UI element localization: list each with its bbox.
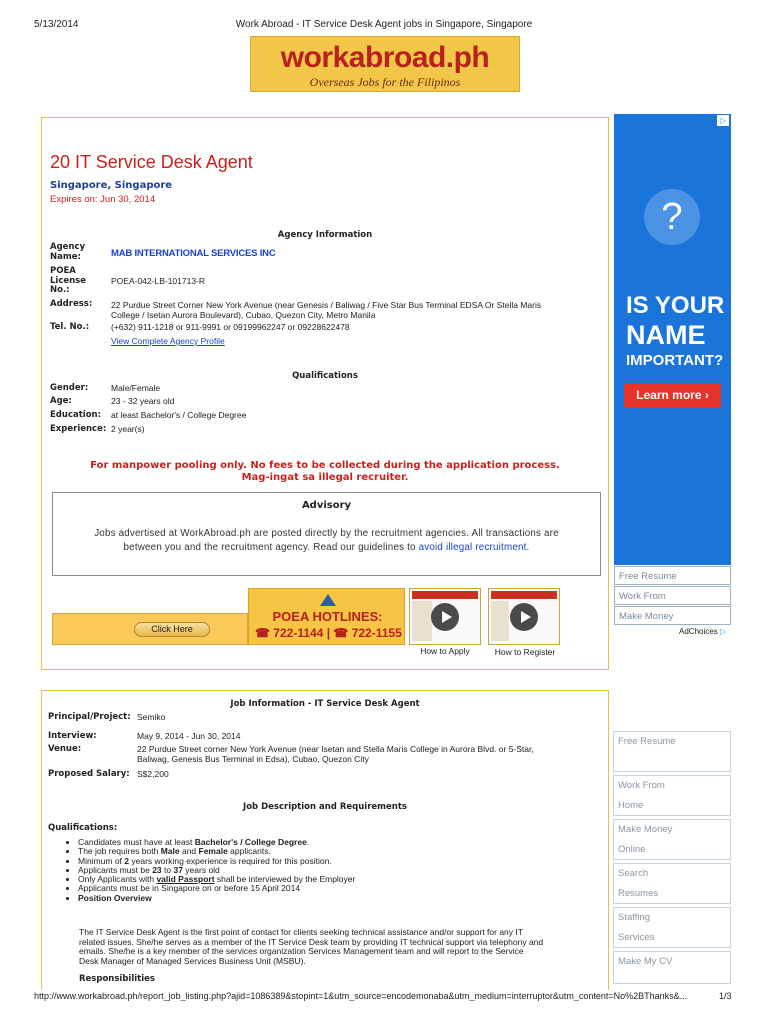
qualifications-list	[52, 838, 598, 903]
agency-info-heading: Agency Information	[277, 230, 373, 240]
list-item: • Candidates must have at least Bachelor's / College Degree.	[78, 838, 598, 847]
hotline-1: 722-1144	[273, 626, 324, 640]
overview-line-2: related issues. She/he serves as a member of the IT Service Desk team by providing IT technical support via telephony and	[79, 937, 544, 947]
principal-value: Semiko	[137, 712, 166, 722]
play-icon	[431, 603, 459, 631]
ad-banner[interactable]	[614, 114, 731, 565]
side-link-line: Search	[618, 868, 649, 879]
click-here-button[interactable]: Click Here	[134, 622, 210, 637]
job-title: 20 IT Service Desk Agent	[50, 152, 253, 172]
experience-label: Experience:	[50, 424, 107, 434]
qualifications-heading: Qualifications	[292, 371, 358, 381]
list-item: • Applicants must be in Singapore on or before 15 April 2014	[78, 884, 598, 893]
side-link-search-resumes[interactable]	[613, 863, 731, 904]
how-to-register-video[interactable]	[488, 588, 560, 645]
side-link-free-resume-2[interactable]	[613, 731, 731, 772]
pooling-warning: For manpower pooling only. No fees to be collected during the application process.	[90, 460, 560, 471]
hotline-separator: |	[326, 626, 331, 640]
list-item: • Applicants must be 23 to 37 years old	[78, 866, 598, 875]
side-link-work-from[interactable]: Work From	[614, 586, 731, 605]
logo-wordmark: workabroad.ph	[280, 41, 490, 74]
address-line-1: 22 Purdue Street Corner New York Avenue (near Genesis / Baliwag / Five Star Bus Terminal EDSA Or Stella Maris	[111, 300, 542, 310]
experience-value: 2 year(s)	[111, 424, 145, 434]
tel-label: Tel. No.:	[50, 322, 90, 332]
principal-label: Principal/Project:	[48, 712, 131, 722]
adchoices-icon[interactable]: ▷	[717, 115, 729, 126]
qualifications-label: Qualifications:	[48, 823, 118, 833]
learn-more-button[interactable]: Learn more ›	[624, 383, 721, 408]
poea-hotlines-banner[interactable]	[248, 588, 405, 645]
responsibilities-label: Responsibilities	[79, 974, 155, 984]
advisory-line-2-text: between you and the recruitment agency. Read our guidelines to	[123, 542, 416, 553]
poea-hotline-numbers	[255, 626, 402, 640]
adchoices-icon[interactable]: ▷	[719, 627, 727, 636]
advisory-line-1: Jobs advertised at WorkAbroad.ph are posted directly by the recruitment agencies. All transactions are	[94, 528, 559, 539]
play-icon	[510, 603, 538, 631]
tel-number: (+632) 911-1218 or 911-9991 or 09199962247 or 09228622478	[111, 322, 350, 332]
ad-line-3: IMPORTANT?	[626, 352, 724, 369]
list-item: • Only Applicants with valid Passport shall be interviewed by the Employer	[78, 875, 598, 884]
side-link-line: Work From	[618, 780, 665, 791]
list-item: • The job requires both Male and Female applicants.	[78, 847, 598, 856]
logo-tagline: Overseas Jobs for the Filipinos	[309, 75, 461, 89]
education-value: at least Bachelor's / College Degree	[111, 410, 247, 420]
phone-icon: ☎	[255, 626, 270, 640]
gender-label: Gender:	[50, 383, 89, 393]
phone-icon: ☎	[333, 626, 349, 640]
poea-seal-icon	[320, 594, 336, 606]
side-link-line: Make Money	[618, 824, 673, 835]
venue-label: Venue:	[48, 744, 82, 754]
job-description-heading: Job Description and Requirements	[243, 802, 407, 812]
side-link-line: Free Resume	[618, 736, 676, 747]
side-link-staffing-services[interactable]	[613, 907, 731, 948]
salary-label: Proposed Salary:	[48, 769, 130, 779]
license-label: POEA License No.:	[50, 266, 87, 295]
side-link-line: Online	[618, 843, 646, 855]
venue-line-2: Baliwag, Genesis Bus Terminal in Edsa), Cubao, Quezon City	[137, 754, 369, 764]
side-link-make-money-online[interactable]	[613, 819, 731, 860]
salary-value: S$2,200	[137, 769, 169, 779]
age-label: Age:	[50, 396, 72, 406]
side-link-line: Make My CV	[618, 956, 673, 967]
gender-value: Male/Female	[111, 383, 161, 393]
site-logo[interactable]	[250, 36, 520, 92]
side-link-make-my-cv[interactable]	[613, 951, 731, 984]
side-link-work-from-home[interactable]	[613, 775, 731, 816]
ad-line-2: NAME	[626, 320, 706, 350]
advisory-title: Advisory	[301, 500, 352, 511]
how-to-register-caption[interactable]: How to Register	[494, 647, 556, 657]
side-link-line: Services	[618, 931, 655, 943]
question-mark-icon: ?	[644, 189, 700, 245]
side-link-free-resume[interactable]: Free Resume	[614, 566, 731, 585]
agency-name-label: Agency Name:	[50, 242, 86, 262]
how-to-apply-caption[interactable]: How to Apply	[420, 646, 470, 656]
venue-line-1: 22 Purdue Street corner New York Avenue (near Isetan and Stella Maris College in Aurora Blvd. or 5-Star,	[137, 744, 534, 754]
side-link-make-money[interactable]: Make Money	[614, 606, 731, 625]
print-page-number: 1/3	[719, 991, 732, 1001]
how-to-apply-video[interactable]	[409, 588, 481, 645]
overview-line-3: emails. She/he is a key member of the services organization Services Management team and will report to the Service	[79, 946, 524, 956]
overview-line-1: The IT Service Desk Agent is the first point of contact for clients seeking technical assistance and/or support for any IT	[79, 927, 523, 937]
print-page-title: Work Abroad - IT Service Desk Agent jobs in Singapore, Singapore	[235, 19, 533, 30]
address-label: Address:	[50, 299, 93, 309]
agency-profile-link[interactable]: View Complete Agency Profile	[111, 336, 225, 346]
job-location: Singapore, Singapore	[50, 180, 173, 191]
advisory-box	[52, 492, 601, 576]
illegal-recruiter-warning: Mag-ingat sa illegal recruiter.	[241, 472, 409, 483]
overview-line-4: Desk Manager of Managed Services Business Unit (MSBU).	[79, 956, 306, 966]
hotline-2: 722-1155	[351, 626, 402, 640]
license-number: POEA-042-LB-101713-R	[111, 276, 206, 286]
ad-line-1: IS YOUR	[626, 292, 725, 319]
adchoices-label	[679, 627, 726, 636]
agency-name[interactable]: MAB INTERNATIONAL SERVICES INC	[111, 248, 276, 259]
education-label: Education:	[50, 410, 101, 420]
print-url: http://www.workabroad.ph/report_job_listing.php?ajid=1086389&stopint=1&utm_source=encodemonaba&utm_medium=interruptor&utm_content=No%2BThanks&...	[34, 991, 688, 1001]
list-item: • Position Overview	[78, 894, 598, 903]
click-here-banner[interactable]	[52, 613, 248, 645]
adchoices-text[interactable]: AdChoices	[679, 627, 718, 636]
job-info-heading: Job Information - IT Service Desk Agent	[230, 699, 420, 709]
side-link-line: Home	[618, 799, 644, 811]
print-date: 5/13/2014	[34, 19, 79, 30]
job-expiry: Expires on: Jun 30, 2014	[50, 194, 156, 205]
list-item: • Minimum of 2 years working experience is required for this position.	[78, 857, 598, 866]
avoid-illegal-recruitment-link[interactable]: avoid illegal recruitment.	[418, 542, 530, 553]
side-link-line: Staffing	[618, 912, 651, 923]
side-link-line: Resumes	[618, 887, 659, 899]
advisory-line-2	[53, 541, 600, 555]
address-line-2: College / Isetan Aurora Boulevard), Cubao, Quezon City, Metro Manila	[111, 310, 376, 320]
interview-value: May 9, 2014 - Jun 30, 2014	[137, 731, 241, 741]
interview-label: Interview:	[48, 731, 97, 741]
poea-hotlines-title: POEA HOTLINES:	[272, 609, 383, 624]
age-value: 23 - 32 years old	[111, 396, 175, 406]
